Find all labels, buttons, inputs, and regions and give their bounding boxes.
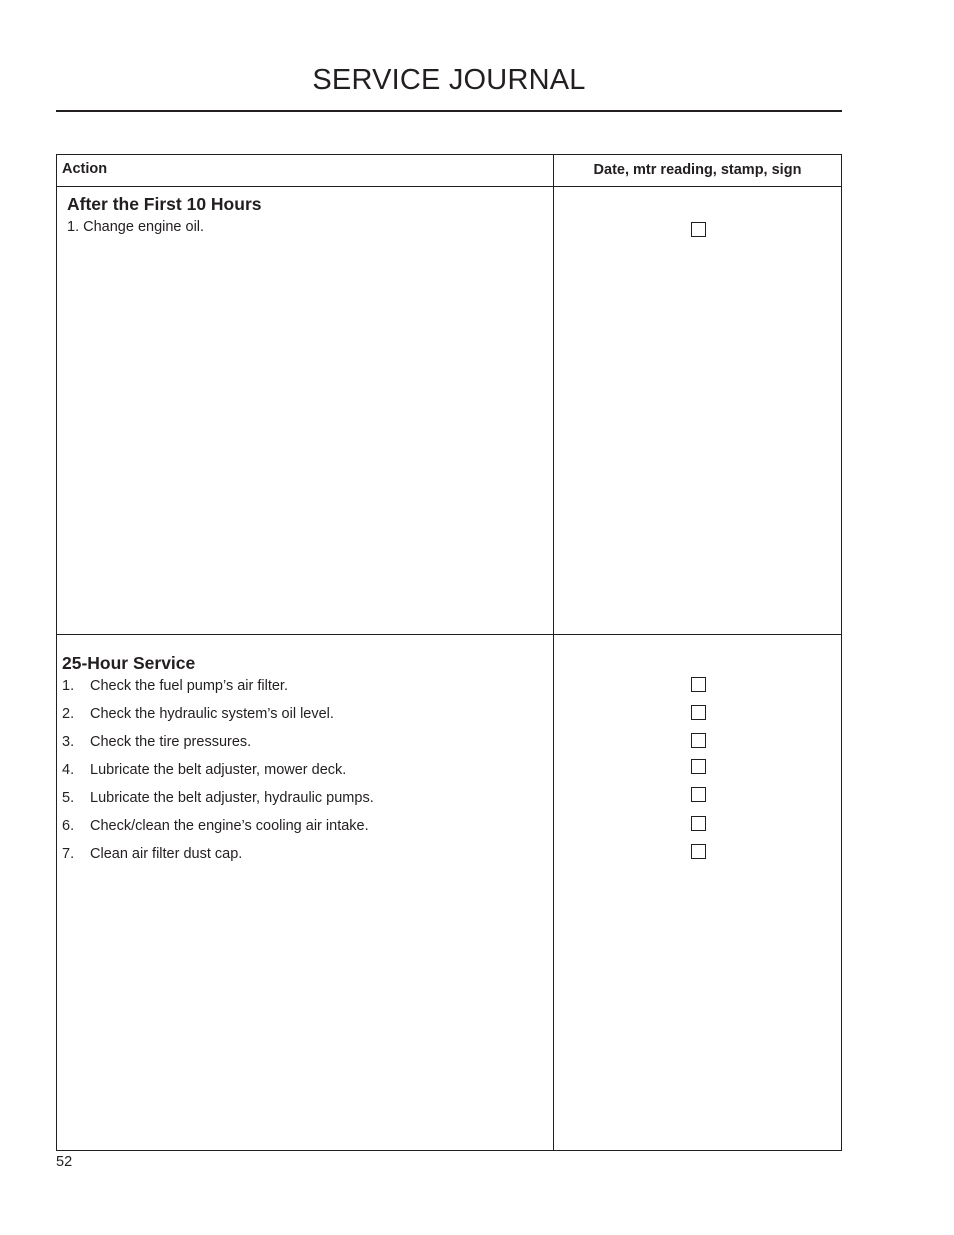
item-text: Clean air filter dust cap. (90, 846, 243, 862)
title-rule (56, 110, 842, 112)
checkbox[interactable] (691, 733, 706, 748)
item-number: 5. (62, 790, 75, 806)
checkbox[interactable] (691, 844, 706, 859)
item-text: Change engine oil. (83, 219, 205, 235)
checkbox[interactable] (691, 705, 706, 720)
section-title-25-hour-service: 25-Hour Service (62, 653, 196, 673)
checkbox[interactable] (691, 677, 706, 692)
item-number: 4. (62, 762, 75, 778)
item-number: 1. (67, 219, 80, 235)
item-text: Lubricate the belt adjuster, hydraulic pumps. (90, 790, 374, 806)
section-title-first-10-hours: After the First 10 Hours (67, 194, 262, 214)
checkbox[interactable] (691, 222, 706, 237)
header-date: Date, mtr reading, stamp, sign (593, 162, 802, 178)
column-divider (553, 155, 554, 1150)
item-number: 6. (62, 818, 75, 834)
item-text: Check/clean the engine’s cooling air intake. (90, 818, 369, 834)
header-action: Action (62, 161, 108, 177)
checkbox[interactable] (691, 787, 706, 802)
item-text: Lubricate the belt adjuster, mower deck. (90, 762, 347, 778)
list-item (67, 219, 204, 235)
checkbox[interactable] (691, 816, 706, 831)
item-number: 2. (62, 706, 75, 722)
item-number: 3. (62, 734, 75, 750)
page-title: SERVICE JOURNAL (312, 64, 586, 96)
item-text: Check the fuel pump’s air filter. (90, 678, 288, 694)
section-divider (57, 634, 841, 635)
item-text: Check the tire pressures. (90, 734, 252, 750)
header-divider (57, 186, 841, 187)
item-number: 7. (62, 846, 75, 862)
item-text: Check the hydraulic system’s oil level. (90, 706, 334, 722)
item-number: 1. (62, 678, 75, 694)
checkbox[interactable] (691, 759, 706, 774)
page-number: 52 (56, 1154, 73, 1170)
service-journal-table (56, 154, 842, 1151)
